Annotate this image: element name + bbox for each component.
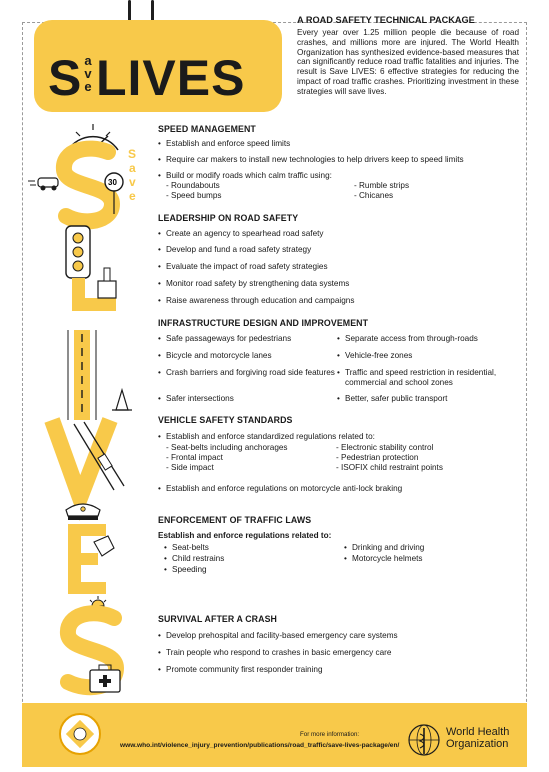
infrastructure-item: • Safe passageways for pedestrians	[166, 334, 291, 344]
siren-icon	[90, 596, 106, 606]
section-title-vehicle: VEHICLE SAFETY STANDARDS	[158, 415, 293, 425]
speed-item: • Build or modify roads which calm traffic using:	[166, 171, 332, 181]
police-cap-icon	[66, 504, 100, 520]
vehicle-sub-item: - Seat-belts including anchorages	[166, 443, 288, 452]
logo-lives: LIVES	[96, 50, 246, 106]
infrastructure-item: • Crash barriers and forgiving road side features	[166, 368, 341, 378]
logo-letter-s: S	[48, 50, 83, 106]
vehicle-sub-item: - Frontal impact	[166, 453, 223, 462]
footer-more-info: For more information:	[300, 731, 360, 738]
enforcement-item: • Seat-belts	[172, 543, 209, 553]
enforcement-item: • Speeding	[172, 565, 207, 575]
enforcement-item: • Motorcycle helmets	[352, 554, 423, 564]
survival-item: • Train people who respond to crashes in basic emergency care	[166, 648, 391, 658]
intro-title: A ROAD SAFETY TECHNICAL PACKAGE	[297, 15, 475, 25]
decade-of-action-badge-icon	[58, 712, 102, 756]
infrastructure-item: • Traffic and speed restriction in residential, commercial and school zones	[345, 368, 520, 388]
speed-sign-number: 30	[108, 178, 117, 187]
leadership-item: • Create an agency to spearhead road safety	[166, 229, 324, 239]
vehicle-sub-item: - Pedestrian protection	[336, 453, 419, 462]
logo-ave-v: v	[84, 66, 92, 81]
traffic-cone-icon	[112, 390, 132, 410]
vertical-save-a: a	[129, 161, 136, 175]
leadership-item: • Evaluate the impact of road safety strategies	[166, 262, 328, 272]
who-name	[446, 726, 509, 750]
speed-sub-item: - Chicanes	[354, 191, 394, 200]
speed-sub-item: - Roundabouts	[166, 181, 220, 190]
survival-item: • Develop prehospital and facility-based emergency care systems	[166, 631, 398, 641]
who-name-line-1: World Health	[446, 726, 510, 738]
speed-item: • Require car makers to install new technologies to help drivers keep to speed limits	[166, 155, 526, 165]
leadership-item: • Develop and fund a road safety strategy	[166, 245, 311, 255]
section-title-leadership: LEADERSHIP ON ROAD SAFETY	[158, 213, 299, 223]
logo-ave-e: e	[84, 79, 92, 94]
vehicle-sub-item: - ISOFIX child restraint points	[336, 463, 443, 472]
traffic-light-icon	[66, 226, 90, 278]
letter-l-base	[72, 298, 116, 311]
vehicle-sub-item: - Electronic stability control	[336, 443, 434, 452]
save-lives-illustration	[28, 118, 148, 713]
speed-sub-item: - Rumble strips	[354, 181, 410, 190]
intro-text: Every year over 1.25 million people die because of road crashes, and millions more are injured. The World Health Organization has synthesized evidence-based measures that can significantly reduce road traffic fatalities and injuries. The result is Save LIVES: 6 effective strategies for reducing the impact of road traffic crashes. Prioritizing investment in these strategies will save lives.	[297, 28, 519, 96]
vehicle-item: • Establish and enforce regulations on motorcycle anti-lock braking	[166, 484, 402, 494]
enforcement-item: • Child restrains	[172, 554, 224, 564]
who-emblem-icon	[406, 722, 442, 758]
infrastructure-item: • Separate access from through-roads	[345, 334, 478, 344]
infrastructure-item: • Better, safer public transport	[345, 394, 447, 404]
section-title-infrastructure: INFRASTRUCTURE DESIGN AND IMPROVEMENT	[158, 318, 369, 328]
save-lives-logo	[34, 20, 282, 112]
speed-item: • Establish and enforce speed limits	[166, 139, 290, 149]
infrastructure-item: • Bicycle and motorcycle lanes	[166, 351, 272, 361]
speed-sub-item: - Speed bumps	[166, 191, 222, 200]
survival-item: • Promote community first responder training	[166, 665, 323, 675]
letter-e-shape	[68, 524, 106, 594]
footer-url-link[interactable]: www.who.int/violence_injury_prevention/publications/road_traffic/save-lives-package/en/	[120, 742, 400, 749]
section-title-enforcement: ENFORCEMENT OF TRAFFIC LAWS	[158, 515, 312, 525]
illustration-svg	[28, 118, 148, 713]
leadership-item: • Raise awareness through education and campaigns	[166, 296, 354, 306]
vehicle-sub-item: - Side impact	[166, 463, 214, 472]
vertical-save-v: v	[129, 175, 136, 189]
vehicle-item: • Establish and enforce standardized regulations related to:	[166, 432, 375, 442]
section-title-speed: SPEED MANAGEMENT	[158, 124, 256, 134]
vertical-save-s: S	[128, 147, 137, 161]
who-name-line-2: Organization	[446, 738, 509, 750]
enforcement-item: • Drinking and driving	[352, 543, 424, 553]
infrastructure-item: • Vehicle-free zones	[345, 351, 412, 361]
leadership-item: • Monitor road safety by strengthening data systems	[166, 279, 349, 289]
road-icon	[68, 330, 96, 420]
logo-ave-a: a	[84, 53, 92, 68]
section-title-survival: SURVIVAL AFTER A CRASH	[158, 614, 278, 624]
enforcement-intro: Establish and enforce regulations related to:	[158, 531, 332, 540]
vertical-save-e: e	[129, 189, 136, 203]
car-icon	[28, 178, 58, 191]
podium-icon	[98, 268, 116, 298]
infrastructure-item: • Safer intersections	[166, 394, 234, 404]
